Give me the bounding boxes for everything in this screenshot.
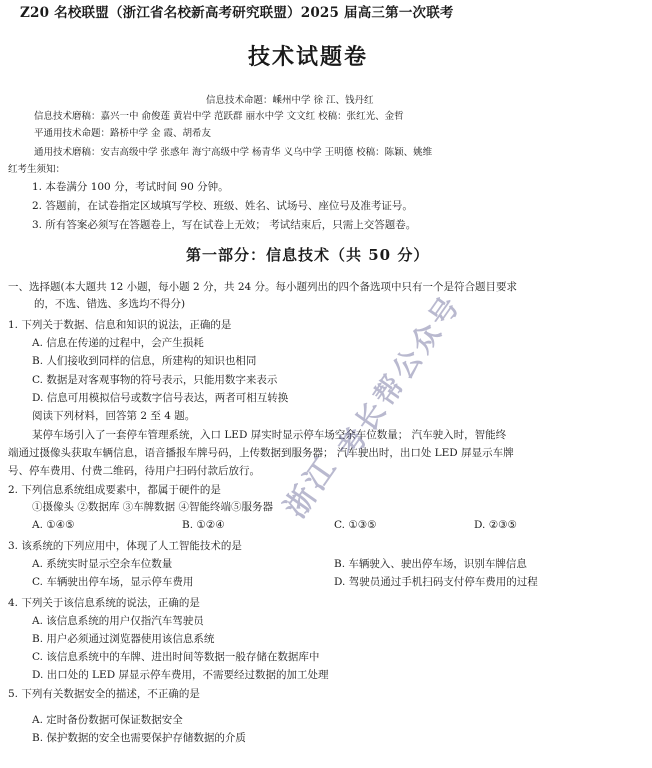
question-1-option-d: D. 信息可用模拟信号或数字信号表达，两者可相互转换 bbox=[32, 392, 289, 404]
question-3-option-a: A. 系统实时显示空余车位数量 bbox=[32, 558, 173, 570]
question-3-option-c: C. 车辆驶出停车场，显示停车费用 bbox=[32, 576, 194, 588]
notice-heading: 红考生须知： bbox=[8, 164, 66, 175]
credit-line-4: 通用技术磨稿：安吉高级中学 张惑年 海宁高级中学 杨青华 义乌中学 王明德 校稿：陈颖、姚维 bbox=[34, 147, 433, 158]
question-4-option-b: B. 用户必须通过浏览器使用该信息系统 bbox=[32, 633, 215, 645]
reading-paragraph-line-2: 端通过摄像头获取车辆信息，语音播报车牌号码，上传数据到服务器； 汽车驶出时，出口处 LED 屏显示车牌 bbox=[8, 447, 514, 459]
question-2-option-a: A. ①④⑤ bbox=[32, 519, 75, 531]
exam-header: Z20 名校联盟（浙江省名校新高考研究联盟）2025 届高三第一次联考 bbox=[20, 5, 454, 21]
question-4-option-d: D. 出口处的 LED 屏显示停车费用，不需要经过数据的加工处理 bbox=[32, 669, 329, 681]
credit-line-3: 平通用技术命题：路桥中学 金 霞、胡希友 bbox=[34, 128, 212, 139]
question-5-option-a: A. 定时备份数据可保证数据安全 bbox=[32, 714, 183, 726]
notice-3: 3. 所有答案必须写在答题卷上，写在试卷上无效； 考试结束后，只需上交答题卷。 bbox=[32, 219, 417, 231]
question-3-option-b: B. 车辆驶入、驶出停车场，识别车牌信息 bbox=[334, 558, 527, 570]
question-2-stem: 2. 下列信息系统组成要素中，都属于硬件的是 bbox=[8, 484, 221, 496]
reading-intro: 阅读下列材料，回答第 2 至 4 题。 bbox=[32, 410, 196, 422]
question-2-option-c: C. ①③⑤ bbox=[334, 519, 377, 531]
question-2-option-d: D. ②③⑤ bbox=[474, 519, 517, 531]
question-5-stem: 5. 下列有关数据安全的描述，不正确的是 bbox=[8, 688, 200, 700]
reading-paragraph-line-3: 号、停车费用、付费二维码，待用户扫码付款后放行。 bbox=[8, 465, 260, 477]
question-1-option-b: B. 人们接收到同样的信息，所建构的知识也相同 bbox=[32, 355, 257, 367]
credit-line-1: 信息技术命题：嵊州中学 徐 江、钱丹红 bbox=[206, 95, 374, 106]
watermark-text: 浙江 bbox=[277, 448, 346, 525]
section-title: 第一部分：信息技术（共 50 分） bbox=[186, 246, 430, 264]
question-1-option-a: A. 信息在传递的过程中，会产生损耗 bbox=[32, 337, 204, 349]
notice-2: 2. 答题前，在试卷指定区域填写学校、班级、姓名、试场号、座位号及准考证号。 bbox=[32, 200, 413, 212]
question-3-stem: 3. 该系统的下列应用中，体现了人工智能技术的是 bbox=[8, 540, 242, 552]
question-2-option-b: B. ①②④ bbox=[182, 519, 225, 531]
credit-line-2: 信息技术磨稿：嘉兴一中 俞俊莲 黄岩中学 范跃群 丽水中学 文文红 校稿：张红光、金哲 bbox=[34, 111, 404, 122]
question-5-option-b: B. 保护数据的安全也需要保护存储数据的介质 bbox=[32, 732, 246, 744]
question-2-items: ①摄像头 ②数据库 ③车牌数据 ④智能终端⑤服务器 bbox=[32, 501, 274, 513]
question-3-option-d: D. 驾驶员通过手机扫码支付停车费用的过程 bbox=[334, 576, 538, 588]
page-title: 技术试题卷 bbox=[248, 44, 369, 70]
notice-1: 1. 本卷满分 100 分，考试时间 90 分钟。 bbox=[32, 181, 229, 193]
watermark-text-2: 考长帮公众号 bbox=[330, 287, 468, 465]
question-1-option-c: C. 数据是对客观事物的符号表示，只能用数字来表示 bbox=[32, 374, 278, 386]
question-4-stem: 4. 下列关于该信息系统的说法，正确的是 bbox=[8, 597, 200, 609]
instructions-line-2: 的，不选、错选、多选均不得分) bbox=[34, 298, 186, 310]
reading-paragraph-line-1: 某停车场引入了一套停车管理系统，入口 LED 屏实时显示停车场空余车位数量； 汽车驶入时，智能终 bbox=[32, 429, 507, 441]
question-4-option-a: A. 该信息系统的用户仅指汽车驾驶员 bbox=[32, 615, 204, 627]
question-4-option-c: C. 该信息系统中的车牌、进出时间等数据一般存储在数据库中 bbox=[32, 651, 320, 663]
instructions-line-1: 一、选择题(本大题共 12 小题，每小题 2 分，共 24 分。每小题列出的四个备选项中只有一个是符合题目要求 bbox=[8, 281, 518, 293]
question-1-stem: 1. 下列关于数据、信息和知识的说法，正确的是 bbox=[8, 319, 232, 331]
